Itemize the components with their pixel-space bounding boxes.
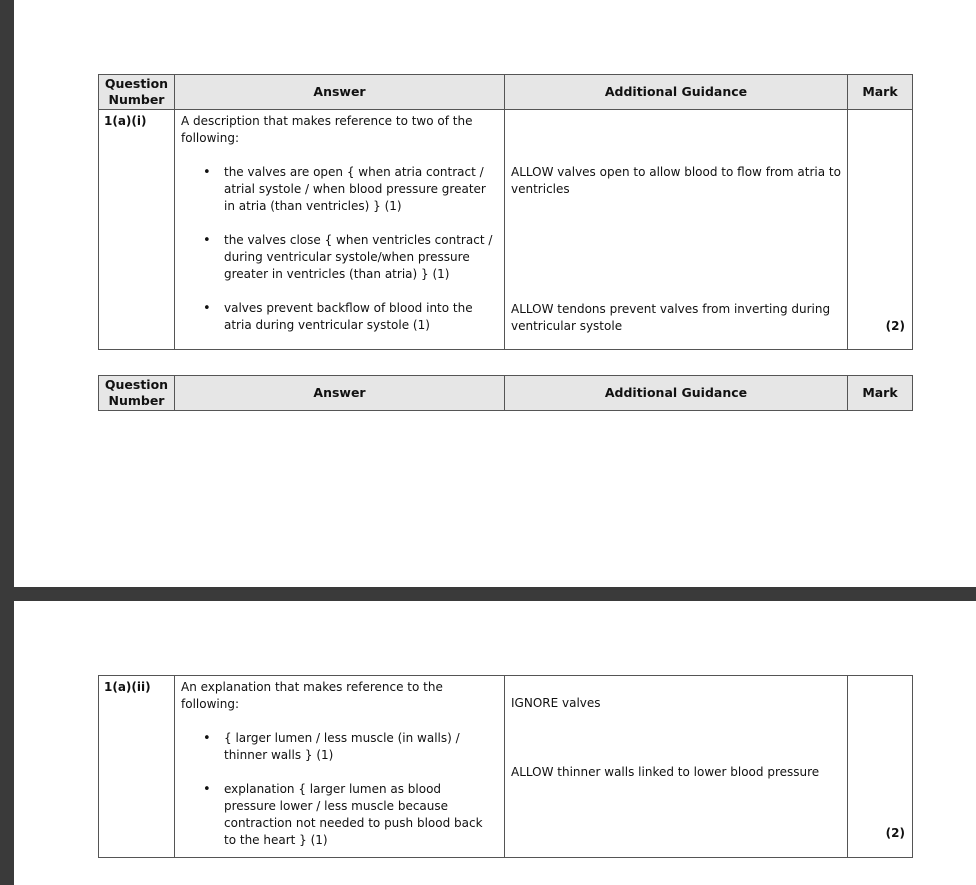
header-mark: Mark: [848, 376, 913, 411]
header-answer: Answer: [175, 75, 505, 110]
guidance-cell: [505, 676, 848, 858]
answer-cell: [175, 110, 505, 350]
bullet-text: explanation { larger lumen as blood pressure lower / less muscle because contraction not needed to push blood back to the heart } (1): [224, 782, 483, 847]
guidance-cell: [505, 110, 848, 350]
mark-value: (2): [885, 826, 905, 840]
answer-bullet-list: [181, 730, 498, 849]
header-additional-guidance: Additional Guidance: [505, 75, 848, 110]
list-item: • the valves are open { when atria contract / atrial systole / when blood pressure greater in atria (than ventricles) } (1): [203, 165, 486, 213]
guidance-text: IGNORE valves: [511, 696, 601, 710]
list-item: • valves prevent backflow of blood into the atria during ventricular systole (1): [203, 301, 473, 332]
mark-cell: [848, 676, 913, 858]
bullet-text: the valves close { when ventricles contract / during ventricular systole/when pressure greater in ventricles (than atria) } (1): [224, 233, 493, 281]
answer-bullet-list: [181, 164, 498, 334]
list-item: • { larger lumen / less muscle (in walls) / thinner walls } (1): [203, 731, 460, 762]
list-item: • the valves close { when ventricles contract / during ventricular systole/when pressure greater in ventricles (than atria) } (1): [203, 233, 493, 281]
header-question-number: Question Number: [99, 75, 175, 110]
mark-scheme-table-2-continued: [98, 675, 913, 858]
bullet-text: valves prevent backflow of blood into the atria during ventricular systole (1): [224, 301, 473, 332]
mark-scheme-table-1: [98, 74, 913, 350]
question-number: 1(a)(i): [99, 110, 175, 350]
question-number: 1(a)(ii): [99, 676, 175, 858]
bullet-text: { larger lumen / less muscle (in walls) / thinner walls } (1): [224, 731, 460, 762]
table-row: [99, 110, 913, 350]
document-page-2: [14, 601, 976, 885]
mark-scheme-table-2: [98, 375, 913, 411]
table-row: [99, 676, 913, 858]
mark-cell: [848, 110, 913, 350]
header-question-number: Question Number: [99, 376, 175, 411]
header-additional-guidance: Additional Guidance: [505, 376, 848, 411]
table-header-row: [99, 376, 913, 411]
document-page-1: [14, 0, 976, 587]
header-answer: Answer: [175, 376, 505, 411]
guidance-text: ALLOW tendons prevent valves from inverting during ventricular systole: [511, 302, 831, 333]
guidance-text: ALLOW valves open to allow blood to flow from atria to ventricles: [511, 165, 841, 196]
mark-value: (2): [885, 319, 905, 333]
answer-cell: [175, 676, 505, 858]
header-mark: Mark: [848, 75, 913, 110]
answer-intro: An explanation that makes reference to the following:: [181, 680, 443, 711]
page-divider: [0, 587, 976, 601]
answer-intro: A description that makes reference to two of the following:: [181, 114, 473, 145]
list-item: • explanation { larger lumen as blood pressure lower / less muscle because contraction not needed to push blood back to the heart } (1): [203, 782, 483, 847]
guidance-text: ALLOW thinner walls linked to lower blood pressure: [511, 765, 820, 779]
table-header-row: [99, 75, 913, 110]
bullet-text: the valves are open { when atria contract / atrial systole / when blood pressure greater in atria (than ventricles) } (1): [224, 165, 486, 213]
